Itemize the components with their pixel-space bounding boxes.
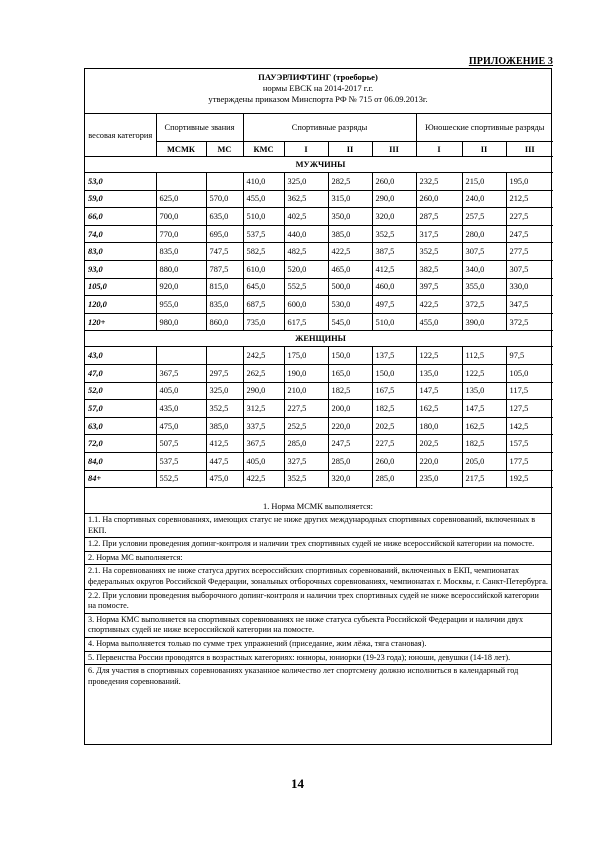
sub-header: II [462, 142, 506, 157]
norm-cell: 177,5 [506, 452, 553, 470]
norm-cell: 382,5 [416, 260, 462, 278]
table-row [85, 364, 553, 382]
norm-cell: 137,5 [372, 347, 416, 365]
norms-frame [84, 68, 552, 745]
norm-cell: 735,0 [243, 313, 284, 331]
norm-cell: 200,0 [328, 400, 372, 418]
norm-cell: 500,0 [328, 278, 372, 296]
norm-cell: 390,0 [462, 313, 506, 331]
norm-cell: 405,0 [243, 452, 284, 470]
norm-cell: 312,5 [243, 400, 284, 418]
note-item: 2. Норма МС выполняется: [85, 551, 551, 565]
col-sport-ranks: Спортивные разряды [243, 114, 416, 142]
norm-cell: 545,0 [328, 313, 372, 331]
norm-cell: 227,5 [506, 208, 553, 226]
norm-cell: 217,5 [462, 470, 506, 488]
sub-header: III [372, 142, 416, 157]
norm-cell: 330,0 [506, 278, 553, 296]
norm-cell: 352,5 [284, 470, 328, 488]
weight-cell: 63,0 [85, 417, 156, 435]
norm-cell: 252,5 [284, 417, 328, 435]
norm-cell: 182,5 [372, 400, 416, 418]
norm-cell: 475,0 [206, 470, 243, 488]
norm-cell: 285,0 [284, 435, 328, 453]
norm-cell: 537,5 [243, 225, 284, 243]
weight-cell: 120+ [85, 313, 156, 331]
norm-cell: 260,0 [372, 452, 416, 470]
norm-cell: 337,5 [243, 417, 284, 435]
norm-cell: 687,5 [243, 296, 284, 314]
weight-cell: 43,0 [85, 347, 156, 365]
norm-cell: 290,0 [372, 190, 416, 208]
norm-cell: 350,0 [328, 208, 372, 226]
norm-cell: 367,5 [156, 364, 206, 382]
norm-cell: 412,5 [206, 435, 243, 453]
notes-block [85, 500, 551, 688]
norm-cell: 610,0 [243, 260, 284, 278]
norm-cell: 317,5 [416, 225, 462, 243]
table-row [85, 347, 553, 365]
norm-cell: 385,0 [328, 225, 372, 243]
norm-cell: 497,5 [372, 296, 416, 314]
norm-cell: 372,5 [506, 313, 553, 331]
norm-cell: 147,5 [416, 382, 462, 400]
norm-cell: 625,0 [156, 190, 206, 208]
table-row [85, 400, 553, 418]
norm-cell: 157,5 [506, 435, 553, 453]
norm-cell: 835,0 [206, 296, 243, 314]
norm-cell: 385,0 [206, 417, 243, 435]
norm-cell: 352,5 [416, 243, 462, 261]
norm-cell: 280,0 [462, 225, 506, 243]
table-row [85, 225, 553, 243]
norm-cell: 447,5 [206, 452, 243, 470]
norm-cell: 122,5 [416, 347, 462, 365]
norm-cell: 150,0 [372, 364, 416, 382]
table-row [85, 190, 553, 208]
norm-cell: 387,5 [372, 243, 416, 261]
norm-cell: 257,5 [462, 208, 506, 226]
norm-cell: 262,5 [243, 364, 284, 382]
norm-cell: 410,0 [243, 173, 284, 191]
norm-cell: 507,5 [156, 435, 206, 453]
norm-cell: 175,0 [284, 347, 328, 365]
col-youth-ranks: Юношеские спортивные разряды [416, 114, 553, 142]
norm-cell: 232,5 [416, 173, 462, 191]
weight-cell: 57,0 [85, 400, 156, 418]
norm-cell [156, 347, 206, 365]
note-item: 2.1. На соревнованиях не ниже статуса других всероссийских спортивных соревнований, включенных в ЕКП, чемпионатах федеральных округов Российской Федерации, зональных отборочных соревнованиях, чемпионатах г. Москвы, г. Санкт-Петербурга. [85, 564, 551, 588]
norm-cell: 260,0 [372, 173, 416, 191]
norm-cell: 552,5 [156, 470, 206, 488]
norm-cell: 320,0 [372, 208, 416, 226]
sub-header: МС [206, 142, 243, 157]
norm-cell: 582,5 [243, 243, 284, 261]
note-title: 1. Норма МСМК выполняется: [263, 502, 373, 511]
norm-cell: 235,0 [416, 470, 462, 488]
norm-cell: 315,0 [328, 190, 372, 208]
section-men: МУЖЧИНЫ [85, 157, 553, 173]
norm-cell: 325,0 [206, 382, 243, 400]
norm-cell: 787,5 [206, 260, 243, 278]
norm-cell: 240,0 [462, 190, 506, 208]
norm-cell: 135,0 [416, 364, 462, 382]
norm-cell: 325,0 [284, 173, 328, 191]
norm-cell: 282,5 [328, 173, 372, 191]
norm-cell: 552,5 [284, 278, 328, 296]
weight-cell: 72,0 [85, 435, 156, 453]
weight-cell: 84,0 [85, 452, 156, 470]
col-weight-category: весовая категория [85, 114, 156, 157]
norm-cell: 362,5 [284, 190, 328, 208]
norm-cell: 117,5 [506, 382, 553, 400]
norm-cell: 835,0 [156, 243, 206, 261]
appendix-label: ПРИЛОЖЕНИЕ 3 [468, 56, 553, 67]
norm-cell: 695,0 [206, 225, 243, 243]
norm-cell: 165,0 [328, 364, 372, 382]
norm-cell: 147,5 [462, 400, 506, 418]
norm-cell: 202,5 [372, 417, 416, 435]
note-item: 4. Норма выполняется только по сумме трех упражнений (приседание, жим лёжа, тяга становая). [85, 637, 551, 651]
norm-cell: 307,5 [506, 260, 553, 278]
table-row [85, 313, 553, 331]
norm-cell: 347,5 [506, 296, 553, 314]
norm-cell: 435,0 [156, 400, 206, 418]
norm-cell: 327,5 [284, 452, 328, 470]
norm-cell: 700,0 [156, 208, 206, 226]
sub-header: I [284, 142, 328, 157]
norm-cell: 220,0 [328, 417, 372, 435]
norm-cell: 135,0 [462, 382, 506, 400]
table-row [85, 173, 553, 191]
norm-cell: 530,0 [328, 296, 372, 314]
norm-cell: 600,0 [284, 296, 328, 314]
table-row [85, 243, 553, 261]
norm-cell: 372,5 [462, 296, 506, 314]
note-item: 6. Для участия в спортивных соревнованиях указанное количество лет спортсмену должно исполниться в календарный год проведения соревнований. [85, 664, 551, 688]
norm-cell: 352,5 [372, 225, 416, 243]
weight-cell: 74,0 [85, 225, 156, 243]
norm-cell: 482,5 [284, 243, 328, 261]
norm-cell: 212,5 [506, 190, 553, 208]
norm-cell: 205,0 [462, 452, 506, 470]
norm-cell: 367,5 [243, 435, 284, 453]
section-women: ЖЕНЩИНЫ [85, 331, 553, 347]
norm-cell: 307,5 [462, 243, 506, 261]
norm-cell: 220,0 [416, 452, 462, 470]
norm-cell: 455,0 [416, 313, 462, 331]
norm-cell: 352,5 [206, 400, 243, 418]
norm-cell: 920,0 [156, 278, 206, 296]
norm-cell: 105,0 [506, 364, 553, 382]
col-sport-titles: Спортивные звания [156, 114, 243, 142]
sub-header: II [328, 142, 372, 157]
norm-cell: 747,5 [206, 243, 243, 261]
weight-cell: 53,0 [85, 173, 156, 191]
norm-cell: 182,5 [462, 435, 506, 453]
norm-cell: 880,0 [156, 260, 206, 278]
norm-cell: 412,5 [372, 260, 416, 278]
norm-cell [206, 347, 243, 365]
weight-cell: 47,0 [85, 364, 156, 382]
norm-cell: 320,0 [328, 470, 372, 488]
weight-cell: 52,0 [85, 382, 156, 400]
norm-cell: 167,5 [372, 382, 416, 400]
norm-cell: 97,5 [506, 347, 553, 365]
norm-cell [206, 173, 243, 191]
norm-cell: 202,5 [416, 435, 462, 453]
norm-cell: 247,5 [328, 435, 372, 453]
note-item: 5. Первенства России проводятся в возрастных категориях: юниоры, юниорки (19-23 года); юноши, девушки (14-18 лет). [85, 651, 551, 665]
norm-cell: 290,0 [243, 382, 284, 400]
norm-cell: 182,5 [328, 382, 372, 400]
page-number: 14 [291, 776, 304, 791]
table-row [85, 208, 553, 226]
sub-header: I [416, 142, 462, 157]
sport-title: ПАУЭРЛИФТИНГ (троеборье) [258, 72, 378, 82]
norm-cell: 285,0 [372, 470, 416, 488]
norm-cell: 860,0 [206, 313, 243, 331]
table-row [85, 260, 553, 278]
weight-cell: 66,0 [85, 208, 156, 226]
note-item: 2.2. При условии проведения выборочного допинг-контроля и наличии трех спортивных судей не ниже всероссийской категории на помосте. [85, 589, 551, 613]
norm-cell: 460,0 [372, 278, 416, 296]
norm-cell: 422,5 [243, 470, 284, 488]
norm-cell: 475,0 [156, 417, 206, 435]
weight-cell: 83,0 [85, 243, 156, 261]
norm-cell: 617,5 [284, 313, 328, 331]
table-header [85, 69, 551, 114]
norm-cell: 142,5 [506, 417, 553, 435]
norm-cell: 570,0 [206, 190, 243, 208]
table-row [85, 452, 553, 470]
weight-cell: 120,0 [85, 296, 156, 314]
norm-cell: 397,5 [416, 278, 462, 296]
norm-cell: 210,0 [284, 382, 328, 400]
norm-cell: 162,5 [416, 400, 462, 418]
table-row [85, 382, 553, 400]
norm-cell: 955,0 [156, 296, 206, 314]
norm-cell: 190,0 [284, 364, 328, 382]
norm-cell: 227,5 [284, 400, 328, 418]
weight-cell: 93,0 [85, 260, 156, 278]
norm-cell: 162,5 [462, 417, 506, 435]
weight-cell: 59,0 [85, 190, 156, 208]
norm-cell: 122,5 [462, 364, 506, 382]
norm-cell: 195,0 [506, 173, 553, 191]
norm-cell: 402,5 [284, 208, 328, 226]
table-row [85, 296, 553, 314]
norm-cell: 422,5 [328, 243, 372, 261]
norm-cell: 287,5 [416, 208, 462, 226]
norm-cell: 405,0 [156, 382, 206, 400]
norm-cell: 150,0 [328, 347, 372, 365]
weight-cell: 84+ [85, 470, 156, 488]
norm-cell: 112,5 [462, 347, 506, 365]
norm-cell [156, 173, 206, 191]
norm-cell: 645,0 [243, 278, 284, 296]
note-item: 1.2. При условии проведения допинг-контроля и наличии трех спортивных судей не ниже всероссийской категории на помосте. [85, 537, 551, 551]
norm-cell: 510,0 [243, 208, 284, 226]
note-item: 1.1. На спортивных соревнованиях, имеющих статус не ниже других международных спортивных соревнований, включенных в ЕКП. [85, 513, 551, 537]
sub-header: КМС [243, 142, 284, 157]
norm-cell: 127,5 [506, 400, 553, 418]
norm-cell: 440,0 [284, 225, 328, 243]
sub-header: МСМК [156, 142, 206, 157]
weight-cell: 105,0 [85, 278, 156, 296]
table-row [85, 278, 553, 296]
norm-cell: 340,0 [462, 260, 506, 278]
norm-cell: 815,0 [206, 278, 243, 296]
norm-cell: 285,0 [328, 452, 372, 470]
norm-cell: 465,0 [328, 260, 372, 278]
table-row [85, 435, 553, 453]
norms-table [85, 114, 553, 488]
norm-cell: 520,0 [284, 260, 328, 278]
norms-period: нормы ЕВСК на 2014-2017 г.г. [262, 83, 374, 93]
norm-cell: 510,0 [372, 313, 416, 331]
norm-cell: 297,5 [206, 364, 243, 382]
norm-cell: 242,5 [243, 347, 284, 365]
norm-cell: 215,0 [462, 173, 506, 191]
norm-cell: 247,5 [506, 225, 553, 243]
norm-cell: 180,0 [416, 417, 462, 435]
norm-cell: 980,0 [156, 313, 206, 331]
norm-cell: 192,5 [506, 470, 553, 488]
table-row [85, 417, 553, 435]
norm-cell: 227,5 [372, 435, 416, 453]
norm-cell: 355,0 [462, 278, 506, 296]
norm-cell: 277,5 [506, 243, 553, 261]
norm-cell: 635,0 [206, 208, 243, 226]
norm-cell: 455,0 [243, 190, 284, 208]
note-item: 3. Норма КМС выполняется на спортивных соревнованиях не ниже статуса субъекта Российской Федерации и наличии двух спортивных судей не ниже всероссийской категории на помосте. [85, 613, 551, 637]
norm-cell: 537,5 [156, 452, 206, 470]
table-row [85, 470, 553, 488]
norm-cell: 260,0 [416, 190, 462, 208]
approval-order: утверждены приказом Минспорта РФ № 715 от 06.09.2013г. [208, 94, 428, 104]
norm-cell: 770,0 [156, 225, 206, 243]
sub-header: III [506, 142, 553, 157]
norm-cell: 422,5 [416, 296, 462, 314]
